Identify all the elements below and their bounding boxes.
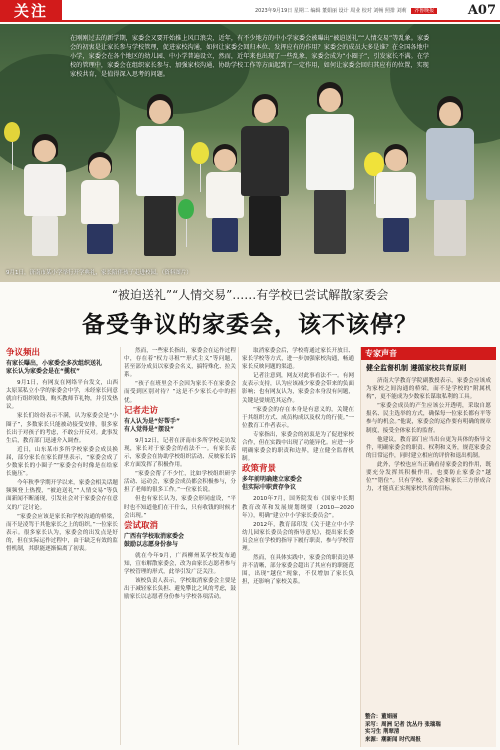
page-number: A07 xyxy=(467,3,496,18)
issue-info xyxy=(255,7,437,14)
subheading: 但实际中职责存争议 xyxy=(242,484,297,492)
paragraph: 济南大学教育学院副教授表示，家委会应该成为家校之间沟通的桥梁，而不是学校的“附属机构”，更不能成为少数家长谋取私利的工具。 xyxy=(366,378,491,401)
section-heading: 尝试取消 xyxy=(124,520,159,531)
adult-figure xyxy=(420,96,480,268)
photo-caption: 9月1日，济南市某小学举行开学典礼，家长陪伴孩子走进校园。（资料图片） xyxy=(6,270,192,276)
section-heading: 政策背景 xyxy=(242,464,277,475)
paragraph: 此外，学校也应当正确看待家委会的作用，既要充分发挥其积极作用，也要防止家委会“越位”“错位”。只有学校、家委会和家长三方形成合力，才能真正实现家校共育的目标。 xyxy=(366,461,491,493)
credit-line: 采写：周洲 记者 沈丛丹 张瑞瑞 xyxy=(365,721,441,728)
credit-line: 实习生 荆翠清 xyxy=(365,729,400,735)
paragraph: 但也有家长认为，家委会形同虚设，“平时也不知道他们在干什么，只有收钱的时候才会出现。” xyxy=(124,496,236,519)
adult-figure xyxy=(130,94,190,269)
paragraph: 专家指出，家委会的初衷是为了促进家校合作，但在实践中出现了功能异化。应进一步明确家委会的职责和边界，建立健全监督机制。 xyxy=(242,431,354,463)
subheading: 家长认为家委会是在“揽权” xyxy=(6,368,80,376)
paragraph: 9月1日，有网友在网络平台发文，山西太原某私立小学的家委会中学，未经家长同意就自行组织收钱，购买教师节礼物，并引发热议。 xyxy=(6,380,118,411)
paragraph: “家委会帮了不少忙，比如学校组织研学活动、运动会，家委会成员都会积极参与，分担了老师的很多工作。”一位家长说。 xyxy=(124,471,236,494)
paragraph: 2012年，教育部印发《关于建立中小学幼儿园家长委员会的指导意见》，提出家长委员会应在学校的指导下履行职责，参与学校管理。 xyxy=(242,521,354,552)
child-figure xyxy=(75,152,125,267)
section-heading: 争议频出 xyxy=(6,348,41,358)
sidebar-title: 健全监督机制 遵循家校共育原则 xyxy=(366,364,467,372)
paragraph: “家委会应该是家长和学校沟通的桥梁，而不是凌驾于其他家长之上的组织。”一位家长表示。很多家长认为，家委会的出发点是好的，但在实际运作过程中，由于缺乏有效的监督机制，其职能逐渐偏离了初衷。 xyxy=(6,513,118,552)
section-tag: 关注 xyxy=(0,0,62,22)
column-divider xyxy=(120,347,121,745)
byline-credits xyxy=(365,714,441,744)
adult-figure xyxy=(300,82,360,267)
paragraph: 就在今年9月，广西柳州某学校发布通知，宣布解散家委会，改为由家长志愿者参与学校管理的形式，此举引发广泛关注。 xyxy=(124,552,236,575)
article-column-2 xyxy=(124,347,236,747)
child-figure xyxy=(14,134,74,269)
child-figure xyxy=(370,144,422,266)
paragraph: 该校负责人表示，学校取消家委会主要是出于减轻家长负担、避免攀比之风的考虑，鼓励家长以志愿者身份参与学校各项活动。 xyxy=(124,578,236,601)
credit-line: 整合：董娟丽 xyxy=(365,714,398,720)
paragraph: 9月12日，记者在济南市多所学校走访发现，家长对于家委会的看法不一。有家长表示，家委会在协助学校组织活动、反映家长诉求方面发挥了积极作用。 xyxy=(124,437,236,469)
issue-info-text: 2023年9月19日 星期二 编辑 董娟丽 设计 周业 校对 刘畅 照排 刘莉 xyxy=(255,8,407,14)
subheading: 有人认为是“好帮手” xyxy=(124,417,180,425)
newspaper-badge: 齐鲁晚报 xyxy=(411,8,437,14)
subheading: 鼓励以志愿身份参与 xyxy=(124,540,179,548)
paragraph: “家委会的存在本身是有意义的，关键在于其组织方式、成员构成以及权力的行使。”一位教育工作者表示。 xyxy=(242,406,354,429)
paragraph: 家长们纷纷表示不满，认为家委会是“小圈子”，多数家长只能被动接受安排，很多家长出于对孩子的考虑，不敢公开反对。此事发生后，教育部门迅速介入调查。 xyxy=(6,413,118,444)
paragraph: 近日，山东某市多所学校家委会成员换届，部分家长在家长群里表示，“家委会成了少数家长的小圈子”“家委会有时像是在给家长施压”。 xyxy=(6,446,118,478)
paragraph: 然而，在具体实践中，家委会的职责边界并不清晰，部分家委会超出了其应有的职能范围，出现“越位”现象，不仅增加了家长负担，还影响了家校关系。 xyxy=(242,555,354,586)
expert-sidebar xyxy=(360,347,496,747)
paragraph: “孩子在班里会不会因为家长不在家委会而受到区别对待？”这是不少家长心中的担忧。 xyxy=(124,381,236,404)
paragraph: 今年秋季学期开学以来，家委会相关话题频频登上热搜，“被迫送礼”“人情交易”等负面新闻不断涌现，引发社会对于家委会存在意义的广泛讨论。 xyxy=(6,480,118,511)
article-column-3 xyxy=(242,347,354,747)
hero-photo xyxy=(0,24,500,282)
kicker-headline: “被迫送礼”“人情交易”……有学校已尝试解散家委会 xyxy=(111,288,389,302)
article-column-1 xyxy=(6,347,118,747)
subheading: 广西有学校取消家委会 xyxy=(124,532,185,540)
credit-line: 来源：潮新闻 时代周报 xyxy=(365,736,421,743)
section-heading: 记者走访 xyxy=(124,405,159,416)
subheading: 多年前明确建立家委会 xyxy=(242,476,303,484)
page-header xyxy=(0,0,500,22)
paragraph: 他建议，教育部门应当出台更为具体的指导文件，明确家委会的职责、权利和义务，规范家委会的日常运作，同时建立相应的评价和退出机制。 xyxy=(366,436,491,459)
subheading: 有家长曝出，小家委会多次组织送礼 xyxy=(6,360,103,368)
sidebar-heading: 专家声音 xyxy=(361,347,496,360)
hero-summary: 在刚刚过去的新学期，家委会又要开始推上风口浪尖，近年，有不少地方的中小学家委会被曝出“被迫送礼”“人情交易”等乱象。家委会的初衷是让家长参与学校管理，促进家校沟通，如何让家委会回归本位、发挥应有的作用？家委会的成员大多是谁？在全国各地中小学，家委会在各个地区的幼儿园、中小学普遍设立，然而，近年来也出现了一些乱象，家委会成为“小圈子”，引发家长不满。在学校的管理中，家委会在组织家长参与、加强家校沟通、协助学校工作等方面起到了一定作用，如何让家委会回归其应有的位置，实现家校共育，是值得深入思考的问题。 xyxy=(70,35,430,78)
adult-figure xyxy=(235,94,295,269)
subheading: 有人觉得是“摆设” xyxy=(124,425,174,433)
main-headline: 备受争议的家委会，该不该停？ xyxy=(82,312,418,338)
paragraph: 记者注意到，网友对此事看法不一。有网友表示支持，认为应该减少家委会带来的负面影响；也有网友认为，家委会本身没有问题，关键是要规范其运作。 xyxy=(242,373,354,404)
paragraph: 然而，一些家长指出，家委会在运作过程中，存在着“权力寻租”“形式主义”等问题，甚至部分成员以家委会名义，搞特殊化、拉关系。 xyxy=(124,348,236,379)
paragraph: 2010年7月，国务院发布《国家中长期教育改革和发展规划纲要（2010—2020年）》，明确“建立中小学家长委员会”。 xyxy=(242,496,354,519)
paragraph: “家委会成员的产生应该公开透明，采取自愿报名、民主选举的方式，确保每一位家长都有平等参与的机会。”他说，家委会的运作要有明确的规章制度，接受全体家长的监督。 xyxy=(366,403,491,434)
paragraph: 取消家委会后，学校将通过家长开放日、家长学校等方式，进一步加强家校沟通，畅通家长反映问题的渠道。 xyxy=(242,348,354,371)
column-divider xyxy=(238,347,239,745)
